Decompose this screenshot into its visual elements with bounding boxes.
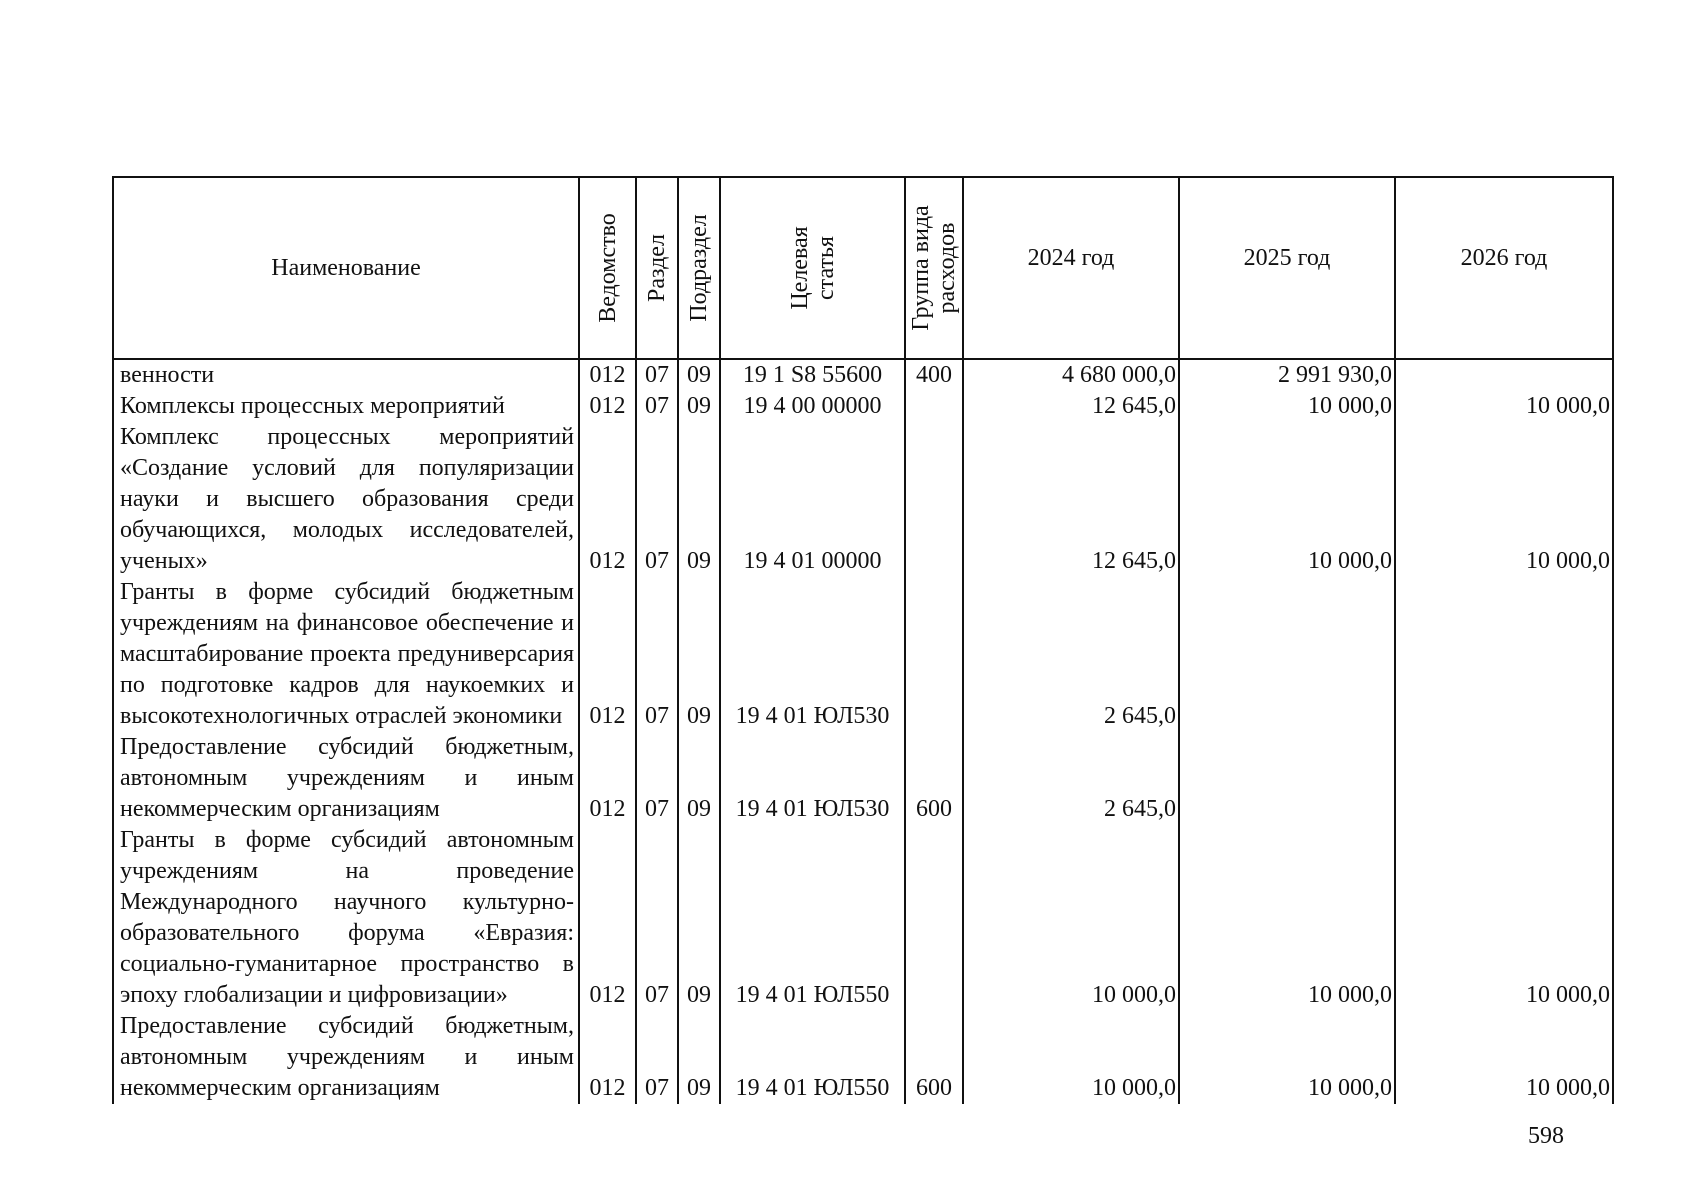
page-number: 598 <box>1528 1123 1564 1149</box>
row-celevaya-statya: 19 4 01 00000 <box>720 422 905 577</box>
header-2024: 2024 год <box>963 177 1179 359</box>
row-gruppa <box>905 577 963 732</box>
row-2025: 2 991 930,0 <box>1179 359 1395 391</box>
header-celevaya-statya: Целевая статья <box>720 177 905 359</box>
row-2026: 10 000,0 <box>1395 1011 1613 1104</box>
row-razdel: 07 <box>636 391 678 422</box>
row-name: Комплексы процессных мероприятий <box>113 391 579 422</box>
row-vedomstvo: 012 <box>579 732 636 825</box>
table-row <box>113 577 1613 732</box>
row-vedomstvo: 012 <box>579 577 636 732</box>
header-gruppa-vida-rashodov: Группа вида расходов <box>905 177 963 359</box>
row-name: Комплекс процессных мероприятий «Создание условий для популяризации науки и высшего образования среди обучающихся, молодых исследователей, ученых» <box>113 422 579 577</box>
table-row <box>113 391 1613 422</box>
row-razdel: 07 <box>636 732 678 825</box>
row-gruppa: 400 <box>905 359 963 391</box>
row-vedomstvo: 012 <box>579 825 636 1011</box>
row-2026 <box>1395 577 1613 732</box>
table-row <box>113 422 1613 577</box>
table-row <box>113 732 1613 825</box>
row-podrazdel: 09 <box>678 577 720 732</box>
row-2025: 10 000,0 <box>1179 1011 1395 1104</box>
table-row <box>113 1011 1613 1104</box>
row-vedomstvo: 012 <box>579 422 636 577</box>
row-celevaya-statya: 19 4 00 00000 <box>720 391 905 422</box>
row-2024: 10 000,0 <box>963 1011 1179 1104</box>
header-podrazdel: Подраздел <box>678 177 720 359</box>
row-podrazdel: 09 <box>678 359 720 391</box>
row-2025: 10 000,0 <box>1179 422 1395 577</box>
row-gruppa <box>905 825 963 1011</box>
row-razdel: 07 <box>636 1011 678 1104</box>
header-name: Наименование <box>113 177 579 359</box>
row-name: венности <box>113 359 579 391</box>
row-name: Предоставление субсидий бюджетным, автономным учреждениям и иным некоммерческим организациям <box>113 732 579 825</box>
row-razdel: 07 <box>636 422 678 577</box>
table-row <box>113 825 1613 1011</box>
table-header-row <box>113 177 1613 359</box>
row-podrazdel: 09 <box>678 422 720 577</box>
header-razdel: Раздел <box>636 177 678 359</box>
row-gruppa <box>905 422 963 577</box>
row-2026 <box>1395 359 1613 391</box>
row-podrazdel: 09 <box>678 732 720 825</box>
row-vedomstvo: 012 <box>579 1011 636 1104</box>
row-name: Предоставление субсидий бюджетным, автономным учреждениям и иным некоммерческим организациям <box>113 1011 579 1104</box>
row-2025: 10 000,0 <box>1179 391 1395 422</box>
row-name: Гранты в форме субсидий бюджетным учреждениям на финансовое обеспечение и масштабирование проекта предуниверсария по подготовке кадров для наукоемких и высокотехнологичных отраслей экономики <box>113 577 579 732</box>
header-vedomstvo: Ведомство <box>579 177 636 359</box>
row-celevaya-statya: 19 4 01 ЮЛ550 <box>720 825 905 1011</box>
row-podrazdel: 09 <box>678 1011 720 1104</box>
row-razdel: 07 <box>636 577 678 732</box>
row-podrazdel: 09 <box>678 825 720 1011</box>
row-2024: 12 645,0 <box>963 391 1179 422</box>
row-podrazdel: 09 <box>678 391 720 422</box>
header-2026: 2026 год <box>1395 177 1613 359</box>
row-2024: 2 645,0 <box>963 732 1179 825</box>
row-2026: 10 000,0 <box>1395 391 1613 422</box>
row-celevaya-statya: 19 4 01 ЮЛ530 <box>720 577 905 732</box>
row-celevaya-statya: 19 4 01 ЮЛ530 <box>720 732 905 825</box>
row-gruppa: 600 <box>905 1011 963 1104</box>
row-vedomstvo: 012 <box>579 359 636 391</box>
row-2024: 10 000,0 <box>963 825 1179 1011</box>
row-name: Гранты в форме субсидий автономным учреждениям на проведение Международного научного культурно-образовательного форума «Евразия: социально-гуманитарное пространство в эпоху глобализации и цифровизации» <box>113 825 579 1011</box>
row-2024: 12 645,0 <box>963 422 1179 577</box>
header-2025: 2025 год <box>1179 177 1395 359</box>
row-2025: 10 000,0 <box>1179 825 1395 1011</box>
table-row <box>113 359 1613 391</box>
row-vedomstvo: 012 <box>579 391 636 422</box>
row-2024: 2 645,0 <box>963 577 1179 732</box>
row-gruppa: 600 <box>905 732 963 825</box>
budget-table <box>112 176 1614 1104</box>
row-celevaya-statya: 19 1 S8 55600 <box>720 359 905 391</box>
row-2024: 4 680 000,0 <box>963 359 1179 391</box>
row-razdel: 07 <box>636 359 678 391</box>
row-2026 <box>1395 732 1613 825</box>
row-2026: 10 000,0 <box>1395 825 1613 1011</box>
row-2025 <box>1179 732 1395 825</box>
row-2026: 10 000,0 <box>1395 422 1613 577</box>
row-razdel: 07 <box>636 825 678 1011</box>
row-celevaya-statya: 19 4 01 ЮЛ550 <box>720 1011 905 1104</box>
row-gruppa <box>905 391 963 422</box>
row-2025 <box>1179 577 1395 732</box>
